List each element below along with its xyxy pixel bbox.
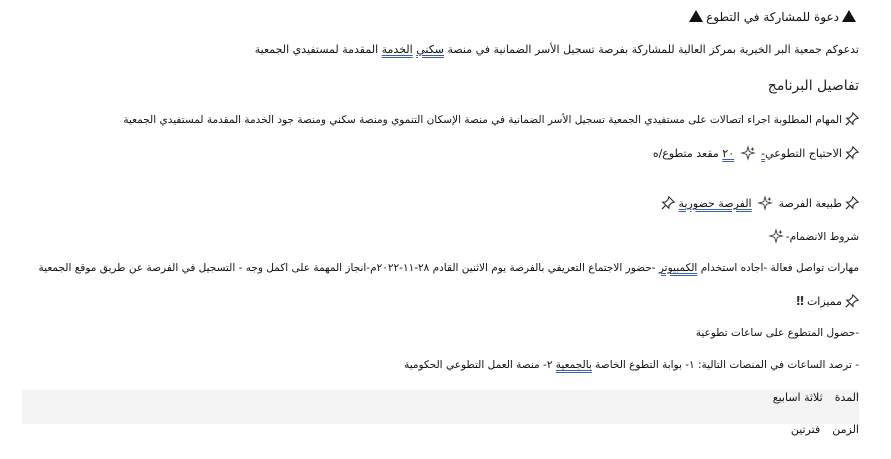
time-row	[22, 421, 859, 439]
pushpin-icon	[845, 146, 859, 160]
triangle-icon	[689, 10, 703, 22]
need-label: الاحتياج التطوعي	[765, 147, 842, 160]
conditions-paragraph: مهارات تواصل فعالة -اجاده استخدام الكمبيوتر -حضور الاجتماع التعريفي بالفرصة يوم الاثنين القادم ٢٨-١١-٢٠٢٢م-انجاز المهمة على اكمل وجه - التسجيل في الفرصة عن طريق موقع الجمعية	[38, 262, 859, 274]
pushpin-icon	[845, 196, 859, 210]
section-heading: تفاصيل البرنامج	[767, 78, 859, 94]
time-label: الزمن	[832, 423, 859, 436]
nature-label: طبيعة الفرصة	[778, 197, 842, 210]
link-service[interactable]: الخدمة	[381, 43, 413, 56]
benefit-1: -حصول المتطوع على ساعات تطوعية	[695, 327, 859, 339]
pushpin-icon	[845, 112, 859, 126]
duration-row	[22, 389, 859, 407]
link-sakani[interactable]: سكني	[416, 43, 444, 56]
pushpin-icon	[661, 196, 675, 210]
need-suffix: مقعد متطوع/ه	[652, 147, 723, 160]
page-title: دعوة للمشاركة في التطوع	[706, 10, 839, 24]
link-association[interactable]: بالجمعية	[555, 359, 592, 371]
need-count[interactable]: ٢٠	[722, 147, 735, 160]
sparkles-icon	[758, 196, 772, 210]
intro-paragraph: تدعوكم جمعية البر الخيرية بمركز العالية للمشاركة بفرصة تسجيل الأسر الضمانية في منصة سكني الخدمة المقدمة لمستفيدي الجمعية	[254, 43, 859, 56]
time-value: فترتين	[790, 423, 821, 436]
conditions-heading-row	[22, 228, 859, 246]
tasks-row	[22, 111, 859, 129]
pushpin-icon	[845, 294, 859, 308]
duration-value: ثلاثة اسابيع	[772, 391, 823, 404]
sparkles-icon	[741, 146, 755, 160]
tasks-text: المهام المطلوبة اجراء اتصالات على مستفيدي الجمعية تسجيل الأسر الضمانية في منصة الإسكان التنموي ومنصة سكني ومنصة جود الخدمة المقدمة لمستفيدي الجمعية	[123, 114, 842, 126]
title-row	[22, 8, 859, 26]
conditions-label: شروط الانضمام-	[785, 231, 859, 243]
benefit-2: - ترصد الساعات في المنصات التالية: ١- بوابة التطوع الخاصة بالجمعية ٢- منصة العمل التطوعي الحكومية	[404, 359, 859, 371]
need-row: الاحتياج التطوعي- ٢٠ مقعد متطوع/ه	[22, 145, 859, 163]
benefits-label: مميزات	[806, 295, 842, 308]
sparkles-icon	[769, 229, 783, 243]
link-computer[interactable]: الكمبيوتر	[658, 262, 698, 274]
triangle-icon	[842, 10, 856, 22]
nature-value[interactable]: الفرصة حضورية	[678, 197, 752, 210]
benefits-row	[22, 292, 859, 311]
double-exclamation-icon: ‼	[796, 294, 804, 308]
nature-row	[22, 195, 859, 213]
duration-label: المدة	[834, 391, 859, 404]
